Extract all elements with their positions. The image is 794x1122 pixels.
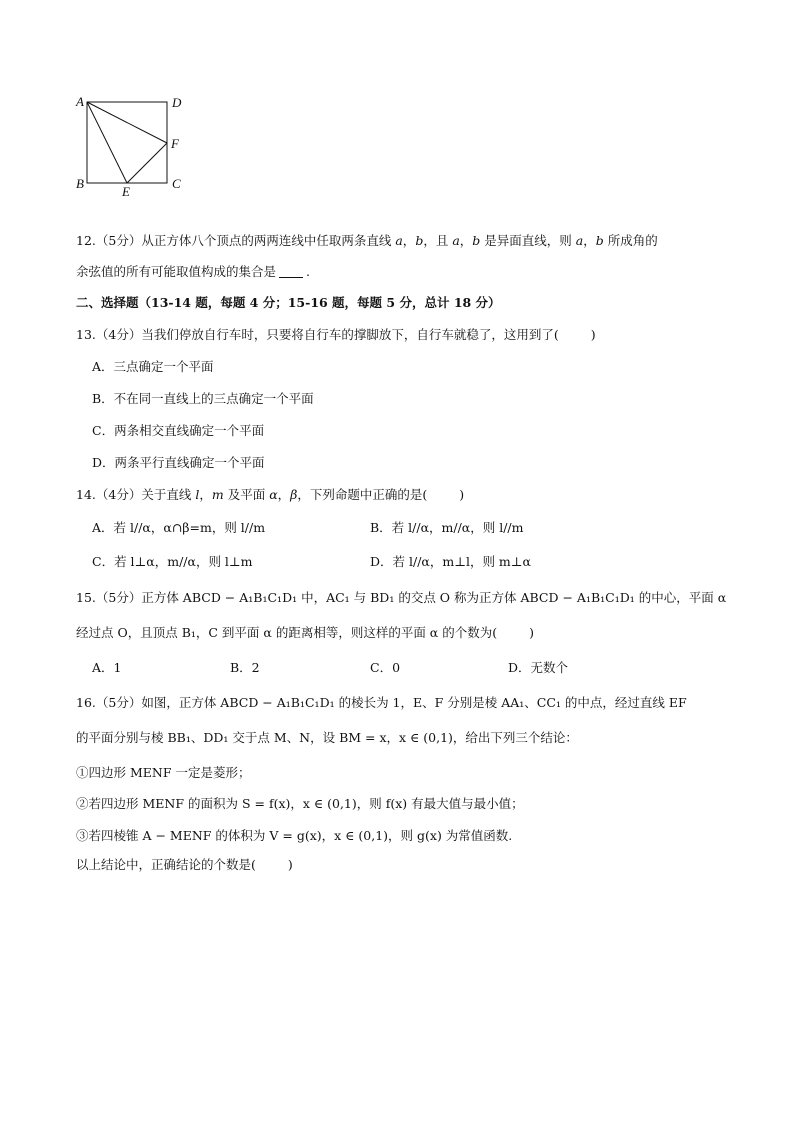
q13-stem: 13.（4分）当我们停放自行车时，只要将自行车的撑脚放下，自行车就稳了，这用到了( ) xyxy=(76,327,596,342)
answer-blank[interactable] xyxy=(279,265,303,278)
q15-line1: 15.（5分）正方体 ABCD − A₁B₁C₁D₁ 中，AC₁ 与 BD₁ 的交点 O 称为正方体 ABCD − A₁B₁C₁D₁ 的中心，平面 α xyxy=(76,590,727,605)
q15-line2: 经过点 O，且顶点 B₁，C 到平面 α 的距离相等，则这样的平面 α 的个数为( ) xyxy=(76,625,534,640)
label-b: B xyxy=(76,176,84,191)
q16-conclusion-1: ①四边形 MENF 一定是菱形； xyxy=(76,765,251,780)
square-abcd xyxy=(87,102,167,183)
q16-line1: 16.（5分）如图，正方体 ABCD − A₁B₁C₁D₁ 的棱长为 1，E、F 分别是棱 AA₁、CC₁ 的中点，经过直线 EF xyxy=(76,695,687,710)
q16-tail: 以上结论中，正确结论的个数是( ) xyxy=(76,857,293,872)
q14-stem: 14.（4分）关于直线 l，m 及平面 α，β，下列命题中正确的是( ) xyxy=(76,487,465,502)
q14-option-c[interactable]: C．若 l⊥α，m//α，则 l⊥m xyxy=(92,554,253,569)
section-title: 二、选择题（13-14 题，每题 4 分；15-16 题，每题 5 分，总计 18 分） xyxy=(76,295,501,310)
q15-option-d[interactable]: D．无数个 xyxy=(508,660,569,675)
label-d: D xyxy=(172,95,182,110)
label-e: E xyxy=(122,184,130,199)
q15-option-a[interactable]: A．1 xyxy=(92,660,122,675)
label-a: A xyxy=(76,94,84,109)
label-f: F xyxy=(171,136,179,151)
q15-option-b[interactable]: B．2 xyxy=(230,660,260,675)
q16-conclusion-2: ②若四边形 MENF 的面积为 S = f(x)，x ∈ (0,1)，则 f(x) 有最大值与最小值； xyxy=(76,796,524,811)
segment-ae xyxy=(87,102,127,183)
q12-line1: 12.（5分）从正方体八个顶点的两两连线中任取两条直线 a，b，且 a，b 是异面直线，则 a，b 所成角的 xyxy=(76,233,658,248)
segment-af xyxy=(87,102,167,143)
q13-option-a[interactable]: A．三点确定一个平面 xyxy=(92,359,214,374)
q14-option-a[interactable]: A．若 l//α，α∩β=m，则 l//m xyxy=(92,520,266,535)
segment-ef xyxy=(127,143,167,183)
geometry-figure xyxy=(0,0,794,200)
q14-option-b[interactable]: B．若 l//α，m//α，则 l//m xyxy=(370,520,524,535)
q12-line2: 余弦值的所有可能取值构成的集合是 . xyxy=(76,264,310,279)
q13-option-c[interactable]: C．两条相交直线确定一个平面 xyxy=(92,423,265,438)
q14-option-d[interactable]: D．若 l//α，m⊥l，则 m⊥α xyxy=(370,554,531,569)
q15-option-c[interactable]: C．0 xyxy=(370,660,401,675)
q13-option-b[interactable]: B．不在同一直线上的三点确定一个平面 xyxy=(92,391,314,406)
q16-line2: 的平面分别与棱 BB₁、DD₁ 交于点 M、N，设 BM = x，x ∈ (0,1)，给出下列三个结论： xyxy=(76,730,578,745)
q12-number: 12.（5分） xyxy=(76,233,142,248)
q13-option-d[interactable]: D．两条平行直线确定一个平面 xyxy=(92,455,265,470)
q16-conclusion-3: ③若四棱锥 A − MENF 的体积为 V = g(x)，x ∈ (0,1)，则 g(x) 为常值函数. xyxy=(76,828,513,843)
label-c: C xyxy=(172,176,181,191)
